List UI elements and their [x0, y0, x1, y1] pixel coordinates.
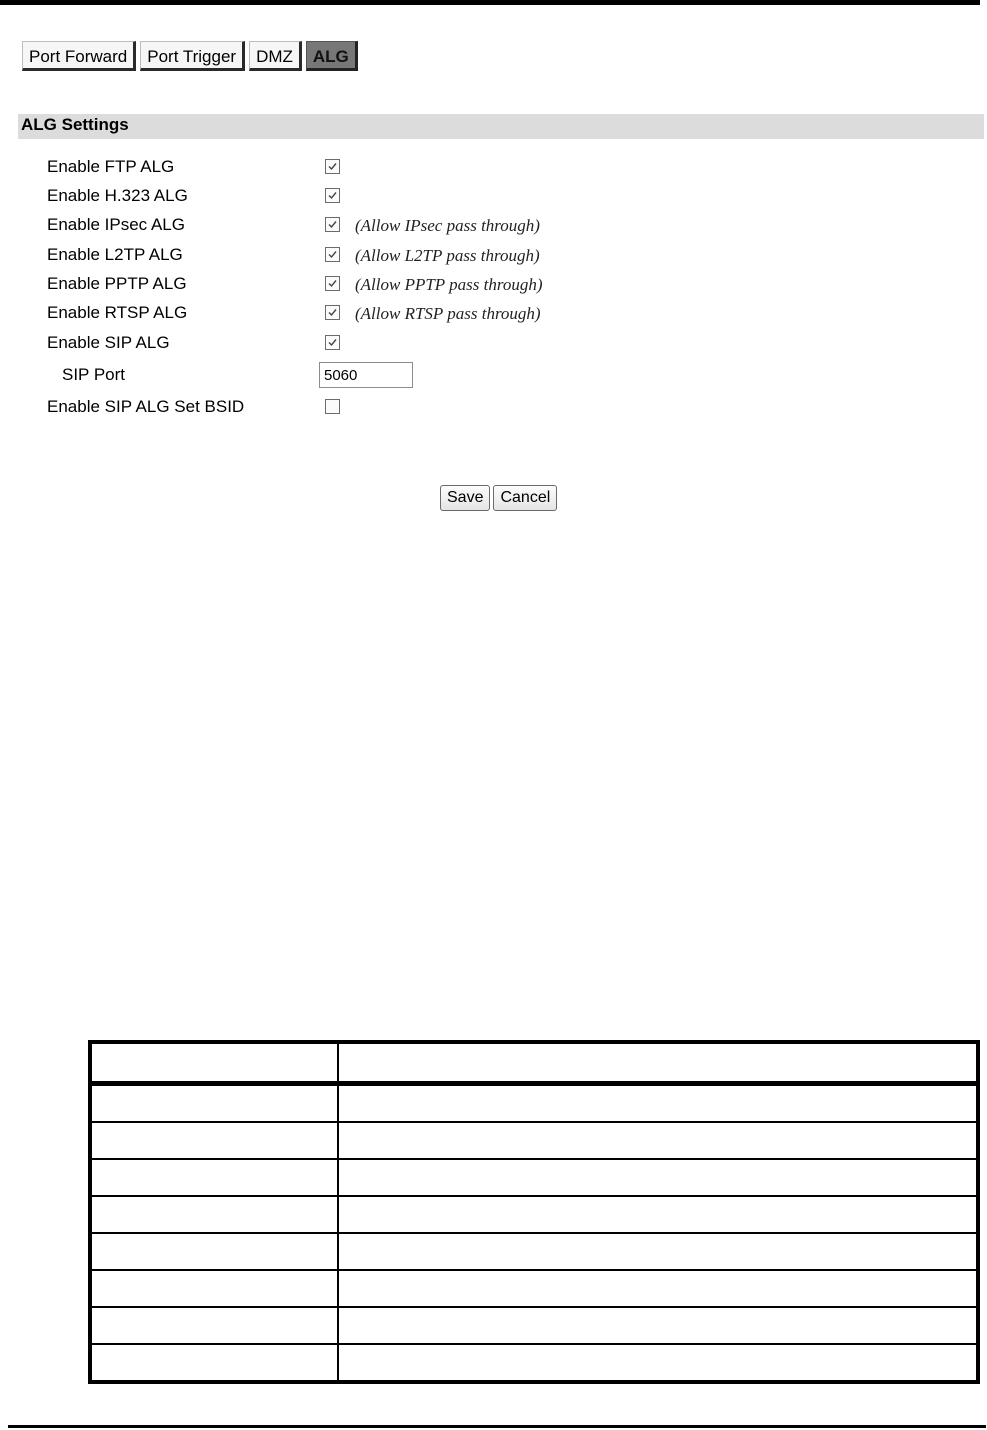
checkmark-icon — [327, 307, 338, 318]
section-header: ALG Settings — [18, 114, 984, 139]
pptp-alg-checkbox[interactable] — [325, 276, 340, 291]
setting-note: (Allow RTSP pass through) — [355, 304, 541, 323]
tab-dmz[interactable]: DMZ — [249, 41, 302, 71]
setting-row-pptp — [0, 273, 700, 297]
tab-bar — [22, 41, 358, 71]
cancel-button[interactable]: Cancel — [493, 485, 557, 511]
setting-row-h323 — [0, 185, 700, 209]
setting-label: Enable IPsec ALG — [47, 215, 185, 234]
h323-alg-checkbox[interactable] — [325, 188, 340, 203]
checkmark-icon — [327, 337, 338, 348]
bottom-rule — [8, 1425, 986, 1428]
tab-port-forward[interactable]: Port Forward — [22, 41, 136, 71]
setting-label: Enable H.323 ALG — [47, 186, 188, 205]
setting-label: Enable SIP ALG — [47, 333, 170, 352]
tab-alg[interactable]: ALG — [306, 41, 358, 71]
table-row — [90, 1084, 978, 1123]
setting-row-l2tp — [0, 244, 700, 268]
setting-row-sip-port — [0, 364, 700, 388]
ipsec-alg-checkbox[interactable] — [325, 217, 340, 232]
setting-row-ipsec — [0, 214, 700, 238]
table-row — [90, 1344, 978, 1382]
top-rule — [0, 0, 980, 5]
setting-row-sip — [0, 332, 700, 356]
checkmark-icon — [327, 249, 338, 260]
checkmark-icon — [327, 161, 338, 172]
setting-label: Enable RTSP ALG — [47, 303, 188, 322]
sip-alg-checkbox[interactable] — [325, 335, 340, 350]
setting-row-ftp — [0, 156, 700, 180]
sip-bsid-label: Enable SIP ALG Set BSID — [47, 397, 245, 416]
setting-note: (Allow PPTP pass through) — [355, 275, 543, 294]
table-row — [90, 1196, 978, 1233]
ftp-alg-checkbox[interactable] — [325, 159, 340, 174]
form-actions — [440, 485, 557, 511]
sip-bsid-checkbox[interactable] — [325, 399, 340, 414]
table-row — [90, 1307, 978, 1344]
table-row — [90, 1270, 978, 1307]
setting-note: (Allow L2TP pass through) — [355, 246, 540, 265]
sip-port-input[interactable] — [319, 362, 413, 388]
checkmark-icon — [327, 190, 338, 201]
checkmark-icon — [327, 219, 338, 230]
setting-label: Enable L2TP ALG — [47, 245, 183, 264]
l2tp-alg-checkbox[interactable] — [325, 247, 340, 262]
table-header-row — [90, 1042, 978, 1084]
setting-row-sip-bsid — [0, 396, 700, 420]
rtsp-alg-checkbox[interactable] — [325, 305, 340, 320]
setting-row-rtsp — [0, 302, 700, 326]
setting-label: Enable FTP ALG — [47, 157, 175, 176]
table-row — [90, 1233, 978, 1270]
table-row — [90, 1122, 978, 1159]
tab-port-trigger[interactable]: Port Trigger — [140, 41, 245, 71]
setting-label: Enable PPTP ALG — [47, 274, 187, 293]
document-table — [88, 1040, 980, 1384]
setting-note: (Allow IPsec pass through) — [355, 216, 540, 235]
save-button[interactable]: Save — [440, 485, 490, 511]
checkmark-icon — [327, 278, 338, 289]
sip-port-label: SIP Port — [62, 365, 125, 384]
table-row — [90, 1159, 978, 1196]
